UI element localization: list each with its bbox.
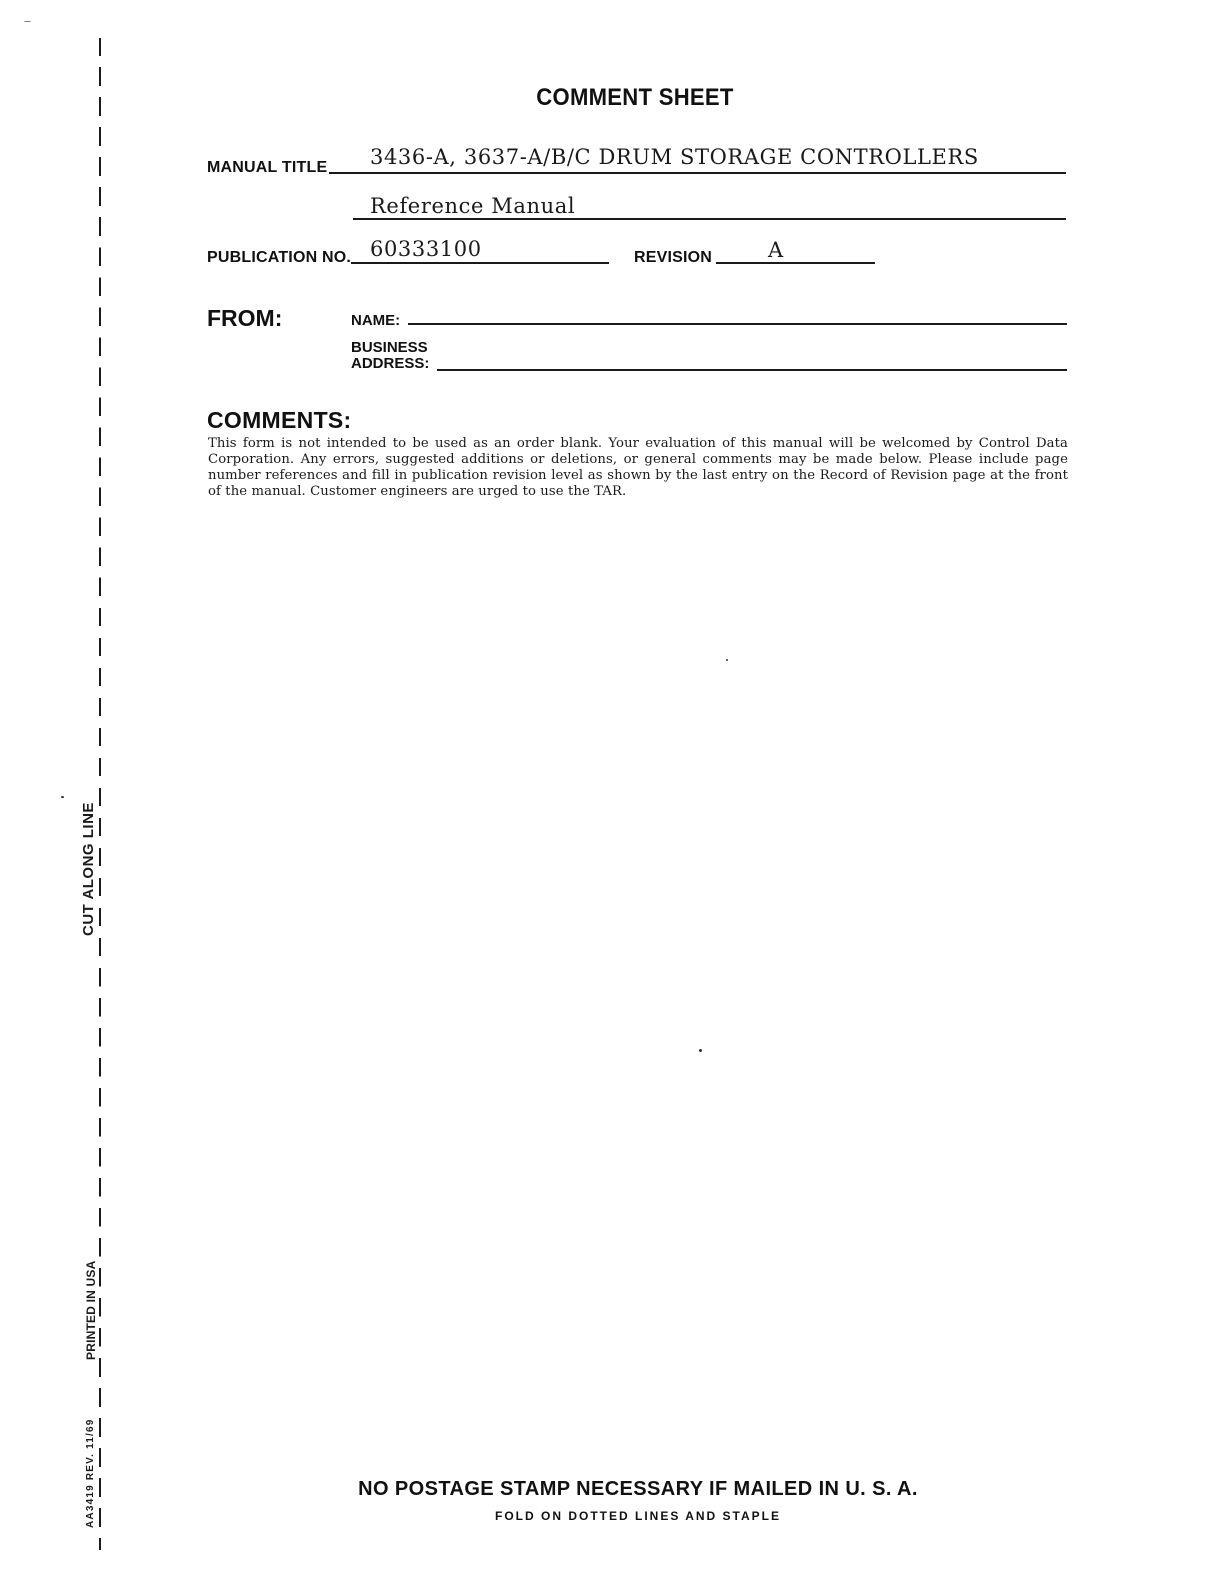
name-field[interactable] [408, 323, 1067, 325]
comments-instructions: This form is not intended to be used as an order blank. Your evaluation of this manual will be welcomed by Control Data Corporation. Any errors, suggested additions or deletions, or general comments may be made below. Please include page number references and fill in publication revision level as shown by the last entry on the Record of Revision page at the front of the manual. Customer engineers are urged to use the TAR. [208, 436, 1068, 499]
fold-instructions: FOLD ON DOTTED LINES AND STAPLE [495, 1509, 781, 1523]
comments-heading: COMMENTS: [207, 407, 352, 433]
scan-speck [24, 21, 31, 22]
publication-number-label: PUBLICATION NO. [207, 249, 352, 266]
business-label: BUSINESS [351, 339, 428, 356]
revision-value[interactable]: A [768, 238, 784, 262]
scan-speck [699, 1049, 702, 1052]
scan-speck [61, 796, 64, 798]
publication-number-rule [351, 262, 609, 264]
form-number-label: AA3419 REV. 11/69 [85, 1418, 96, 1528]
revision-label: REVISION [634, 249, 713, 266]
manual-title-rule-2 [353, 218, 1066, 220]
from-label: FROM: [207, 305, 283, 331]
business-address-field[interactable] [437, 369, 1067, 371]
manual-subtitle-value[interactable]: Reference Manual [370, 194, 576, 218]
printed-in-usa-label: PRINTED IN USA [84, 1260, 98, 1360]
page-title: COMMENT SHEET [536, 84, 734, 111]
name-label: NAME: [351, 312, 401, 329]
manual-title-rule [329, 172, 1066, 174]
address-label: ADDRESS: [351, 355, 430, 372]
manual-title-label: MANUAL TITLE [207, 159, 328, 176]
cut-along-line-label: CUT ALONG LINE [80, 802, 97, 936]
postage-notice: NO POSTAGE STAMP NECESSARY IF MAILED IN U. S. A. [358, 1478, 918, 1500]
cut-line [99, 38, 101, 1550]
revision-rule [716, 262, 875, 264]
manual-title-value[interactable]: 3436-A, 3637-A/B/C DRUM STORAGE CONTROLLERS [370, 145, 979, 169]
scan-speck [726, 659, 728, 661]
publication-number-value[interactable]: 60333100 [370, 237, 482, 261]
